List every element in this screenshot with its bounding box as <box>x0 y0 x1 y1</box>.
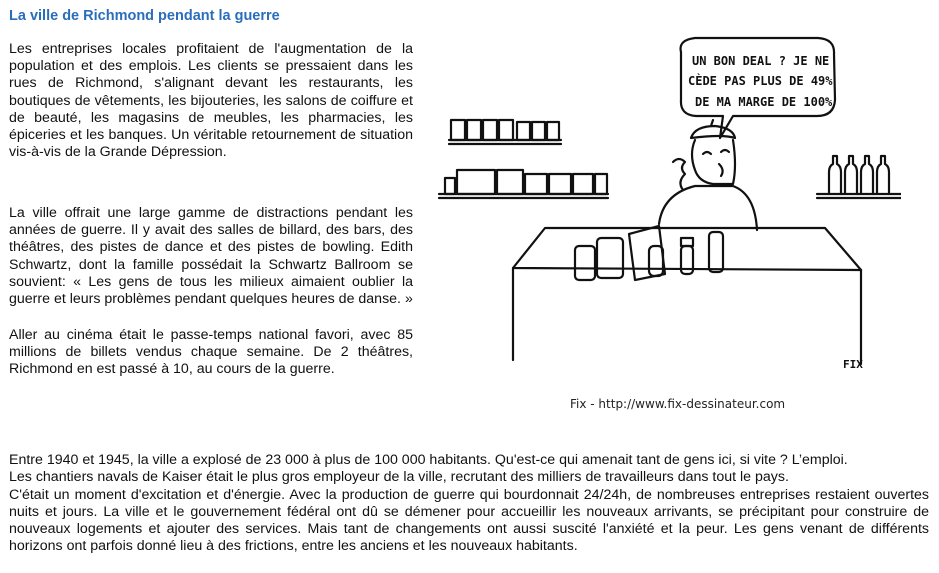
cartoon-caption: Fix - http://www.fix-dessinateur.com <box>570 397 786 411</box>
bottom-line-2: Les chantiers navals de Kaiser était le plus gros employeur de la ville, recrutant des milliers de travailleurs dans tout le pays. <box>9 469 789 486</box>
page-title: La ville de Richmond pendant la guerre <box>9 8 280 24</box>
paragraph-entertainment-text: La ville offrait une large gamme de distractions pendant les années de guerre. Il y avait des salles de billard, des bars, des théâtres, des pistes de dance et des pistes de bowling. Edith Schwartz, dont la famille possédait la Schwartz Ballroom se souvient: « Les gens de tous les milieux aimaient oublier la guerre et leurs problèmes pendant quelques heures de danse. » <box>9 205 413 308</box>
counter <box>513 228 861 364</box>
speech-line-3: DE MA MARGE DE 100% <box>695 95 833 109</box>
bottom-paragraph: C'était un moment d'excitation et d'énergie. Avec la production de guerre qui bourdonnait 24/24h, de nombreuses entreprises restaient ouvertes nuits et jours. La ville et le gouvernement fédéral ont dû se démener pour accueillir les nouveaux arrivants, se précipitant pour construire de nouveaux logements et ajouter des services. Mais tant de changements ont aussi suscité l'anxiété et la peur. Les gens venant de différents horizons ont parfois donné lieu à des frictions, entre les anciens et les nouveaux habitants. <box>9 486 929 555</box>
paragraph-business <box>9 41 413 161</box>
speech-line-1: UN BON DEAL ? JE NE <box>692 54 830 68</box>
shopkeeper <box>659 120 757 230</box>
bottom-line-1: Entre 1940 et 1945, la ville a explosé de 23 000 à plus de 100 000 habitants. Qu'est-ce qui amenait tant de gens ici, si vite ? L’emploi. <box>9 452 848 468</box>
shelf-middle-left <box>439 170 608 198</box>
speech-line-2: CÈDE PAS PLUS DE 49% <box>688 74 833 88</box>
bottom-text-block <box>9 452 929 556</box>
cartoon-illustration <box>433 34 901 388</box>
counter-goods <box>575 226 723 280</box>
speech-bubble <box>681 38 835 138</box>
artist-signature: FIX <box>843 358 863 371</box>
paragraph-entertainment <box>9 205 413 308</box>
paragraph-cinema <box>9 327 413 379</box>
paragraph-business-text: Les entreprises locales profitaient de l'augmentation de la population et des emplois. Les clients se pressaient dans les rues de Richmond, s'alignant devant les restaurants, les boutiques de vêtements, les bijouteries, les salons de coiffure et de beauté, les magasins de meubles, les pharmacies, les épiceries et les banques. Un véritable retournement de situation vis-à-vis de la Grande Dépression. <box>9 41 413 161</box>
paragraph-cinema-text: Aller au cinéma était le passe-temps national favori, avec 85 millions de billets vendus chaque semaine. De 2 théâtres, Richmond en est passé à 10, au cours de la guerre. <box>9 327 413 378</box>
shelf-top-left <box>449 120 561 144</box>
shelf-right-bottles <box>817 156 901 198</box>
